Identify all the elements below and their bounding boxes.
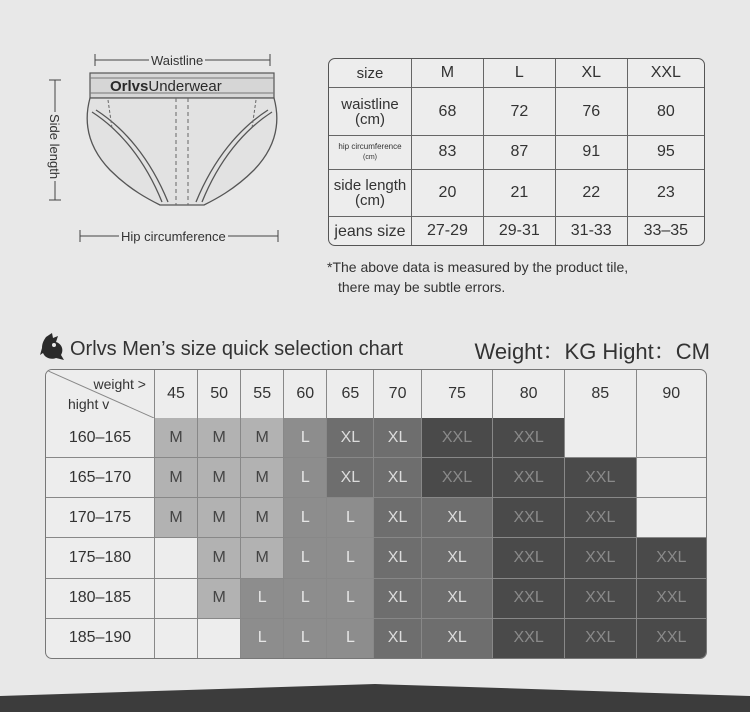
size-measurement-table bbox=[328, 58, 705, 246]
size-cell: M bbox=[198, 538, 241, 578]
side-length-label: Side length bbox=[47, 114, 62, 180]
table-cell: 31-33 bbox=[556, 217, 628, 245]
table-cell: 72 bbox=[484, 88, 556, 136]
size-cell: XL bbox=[374, 458, 421, 498]
size-cell: XXL bbox=[422, 458, 494, 498]
empty-cell bbox=[637, 418, 706, 458]
waistline-row bbox=[329, 88, 704, 136]
size-cell: M bbox=[241, 418, 284, 458]
empty-cell bbox=[155, 619, 198, 658]
size-cell: XL bbox=[327, 418, 374, 458]
size-cell: XXL bbox=[637, 538, 706, 578]
empty-cell bbox=[155, 538, 198, 578]
table-cell: 68 bbox=[412, 88, 484, 136]
brand-text: OrlvsUnderwear bbox=[110, 78, 222, 95]
size-cell: XL bbox=[422, 579, 494, 619]
weight-header-cell: 75 bbox=[422, 370, 494, 418]
size-cell: XXL bbox=[493, 538, 565, 578]
height-row bbox=[46, 458, 706, 498]
size-cell: XXL bbox=[422, 418, 494, 458]
size-header-cell: XL bbox=[556, 59, 628, 88]
row-label: side length (cm) bbox=[329, 170, 412, 218]
row-label: hip circumference (cm) bbox=[329, 136, 412, 170]
size-cell: L bbox=[241, 579, 284, 619]
corner-cell bbox=[46, 370, 155, 418]
size-cell: L bbox=[284, 498, 327, 538]
table-cell: 23 bbox=[628, 170, 704, 218]
size-cell: L bbox=[327, 579, 374, 619]
table-cell: 76 bbox=[556, 88, 628, 136]
height-label: 185–190 bbox=[46, 619, 155, 658]
table-cell: 91 bbox=[556, 136, 628, 170]
size-cell: M bbox=[155, 418, 198, 458]
height-label: 160–165 bbox=[46, 418, 155, 458]
weight-header-cell: 60 bbox=[284, 370, 327, 418]
weight-axis-label: weight > bbox=[93, 376, 146, 392]
size-cell: M bbox=[241, 458, 284, 498]
row-label: jeans size bbox=[329, 217, 412, 245]
size-cell: XXL bbox=[565, 458, 637, 498]
height-label: 170–175 bbox=[46, 498, 155, 538]
weight-header-cell: 50 bbox=[198, 370, 241, 418]
weight-header-row bbox=[46, 370, 706, 418]
size-cell: M bbox=[241, 538, 284, 578]
size-cell: M bbox=[198, 498, 241, 538]
size-cell: L bbox=[284, 418, 327, 458]
size-cell: XXL bbox=[565, 619, 637, 658]
size-cell: L bbox=[327, 619, 374, 658]
size-cell: L bbox=[284, 579, 327, 619]
size-cell: M bbox=[241, 498, 284, 538]
height-label: 165–170 bbox=[46, 458, 155, 498]
height-row bbox=[46, 498, 706, 538]
size-cell: L bbox=[327, 538, 374, 578]
height-row bbox=[46, 619, 706, 658]
size-header-row bbox=[329, 59, 704, 88]
size-cell: M bbox=[198, 458, 241, 498]
height-row bbox=[46, 418, 706, 458]
hip-row bbox=[329, 136, 704, 170]
measurement-note bbox=[327, 257, 628, 297]
size-header-cell: L bbox=[484, 59, 556, 88]
size-cell: XL bbox=[374, 498, 421, 538]
size-cell: L bbox=[241, 619, 284, 658]
size-cell: L bbox=[284, 458, 327, 498]
size-cell: XL bbox=[374, 418, 421, 458]
size-cell: XXL bbox=[565, 579, 637, 619]
size-cell: M bbox=[155, 458, 198, 498]
table-cell: 27-29 bbox=[412, 217, 484, 245]
empty-cell bbox=[565, 418, 637, 458]
jeans-size-row bbox=[329, 217, 704, 245]
size-cell: XXL bbox=[493, 579, 565, 619]
size-header-label: size bbox=[329, 59, 412, 88]
size-cell: XL bbox=[422, 538, 494, 578]
size-cell: XL bbox=[374, 619, 421, 658]
side-length-row bbox=[329, 170, 704, 218]
height-label: 180–185 bbox=[46, 579, 155, 619]
height-label: 175–180 bbox=[46, 538, 155, 578]
underwear-drawing bbox=[40, 50, 290, 250]
height-axis-label: hight v bbox=[68, 396, 110, 412]
empty-cell bbox=[155, 579, 198, 619]
size-cell: XL bbox=[327, 458, 374, 498]
waistline-label: Waistline bbox=[151, 53, 204, 68]
size-cell: XL bbox=[374, 538, 421, 578]
size-header-cell: XXL bbox=[628, 59, 704, 88]
size-cell: XXL bbox=[637, 579, 706, 619]
size-cell: XL bbox=[374, 579, 421, 619]
weight-header-cell: 55 bbox=[241, 370, 284, 418]
table-cell: 33–35 bbox=[643, 222, 689, 240]
size-cell: L bbox=[284, 619, 327, 658]
quick-chart-title: Orlvs Men’s size quick selection chart bbox=[70, 338, 404, 360]
quick-table-body bbox=[46, 418, 706, 658]
weight-header-cell: 45 bbox=[155, 370, 198, 418]
row-label: waistline (cm) bbox=[329, 88, 412, 136]
size-cell: M bbox=[198, 579, 241, 619]
weight-header-cell: 85 bbox=[565, 370, 637, 418]
size-cell: XXL bbox=[493, 418, 565, 458]
weight-header-cell: 65 bbox=[327, 370, 374, 418]
size-cell: XXL bbox=[637, 619, 706, 658]
size-cell: M bbox=[155, 498, 198, 538]
size-cell: XXL bbox=[493, 619, 565, 658]
size-cell: XL bbox=[422, 619, 494, 658]
size-cell: XXL bbox=[493, 498, 565, 538]
table-cell: 20 bbox=[412, 170, 484, 218]
height-row bbox=[46, 538, 706, 578]
underwear-diagram bbox=[40, 50, 290, 250]
empty-cell bbox=[198, 619, 241, 658]
table-cell: 95 bbox=[628, 136, 704, 170]
size-cell: XXL bbox=[565, 498, 637, 538]
note-line: there may be subtle errors. bbox=[338, 279, 506, 295]
brand-logo-icon bbox=[40, 333, 66, 361]
size-cell: XL bbox=[422, 498, 494, 538]
weight-header-cell: 80 bbox=[493, 370, 565, 418]
units-label: Weight：KG Hight：CM bbox=[474, 339, 710, 364]
quick-selection-table bbox=[45, 369, 707, 659]
table-cell: 21 bbox=[484, 170, 556, 218]
hip-circumference-label: Hip circumference bbox=[121, 229, 226, 244]
size-cell: XXL bbox=[493, 458, 565, 498]
size-cell: XXL bbox=[565, 538, 637, 578]
empty-cell bbox=[637, 498, 706, 538]
table-cell: 22 bbox=[556, 170, 628, 218]
weight-header-cell: 70 bbox=[374, 370, 421, 418]
height-row bbox=[46, 579, 706, 619]
quick-chart-header bbox=[40, 333, 710, 365]
table-cell: 80 bbox=[628, 88, 704, 136]
size-cell: L bbox=[327, 498, 374, 538]
weight-header-cell: 90 bbox=[662, 385, 681, 402]
size-header-cell: M bbox=[412, 59, 484, 88]
table-cell: 83 bbox=[412, 136, 484, 170]
size-cell: L bbox=[284, 538, 327, 578]
table-cell: 29-31 bbox=[484, 217, 556, 245]
table-cell: 87 bbox=[484, 136, 556, 170]
bottom-decor bbox=[0, 682, 750, 712]
empty-cell bbox=[637, 458, 706, 498]
note-line: *The above data is measured by the product tile, bbox=[327, 259, 629, 275]
size-cell: M bbox=[198, 418, 241, 458]
